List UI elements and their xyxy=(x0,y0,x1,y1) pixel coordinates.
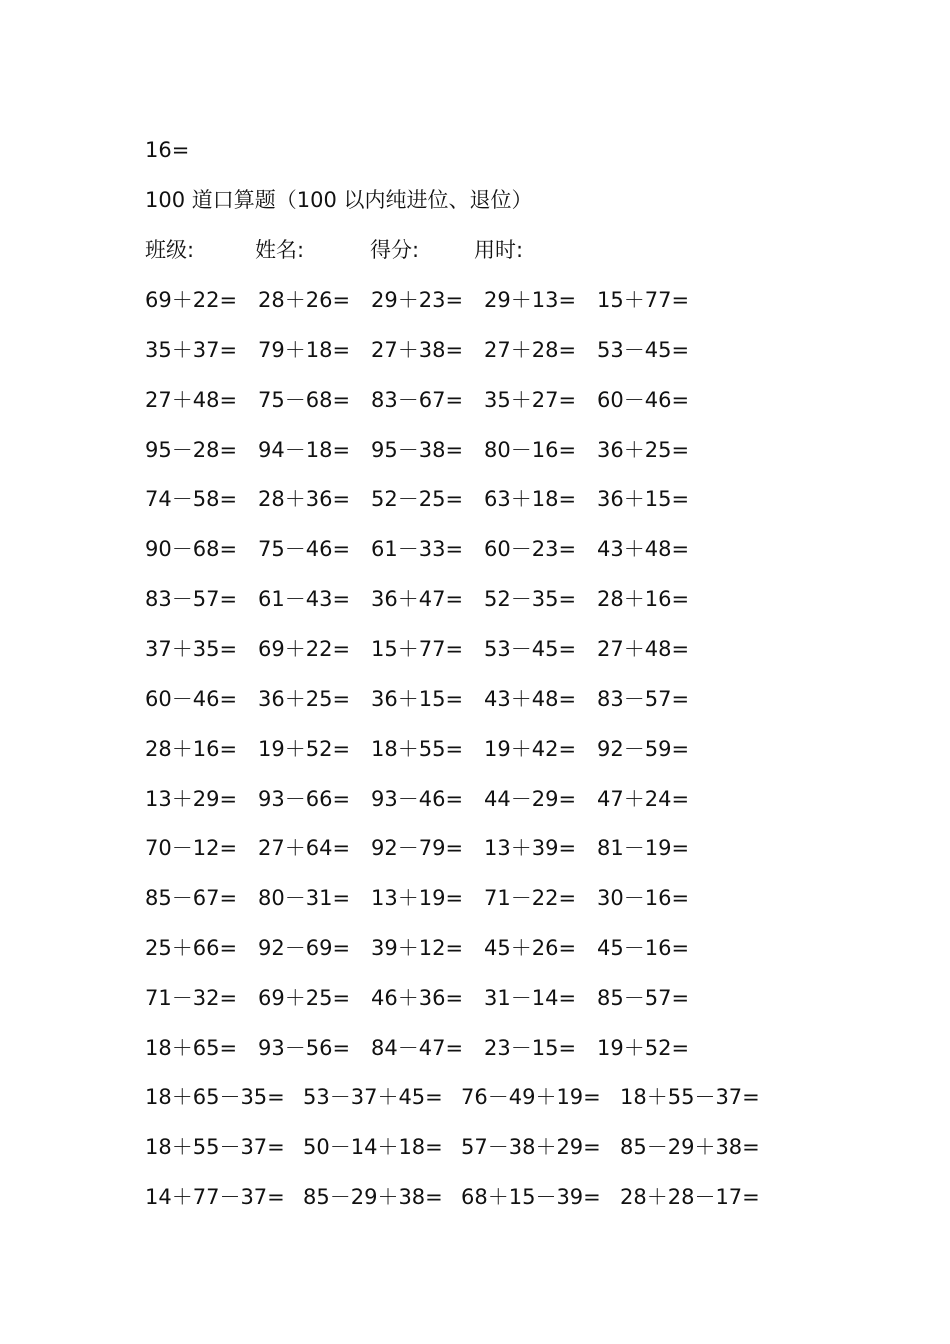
problem-item: 29＋23= xyxy=(371,288,464,312)
mixed-problem-item: 57－38＋29= xyxy=(461,1135,601,1159)
mixed-problem-item: 28＋28－17= xyxy=(620,1185,760,1209)
problem-item: 35＋27= xyxy=(484,387,577,412)
problem-item: 75－46= xyxy=(258,537,351,562)
mixed-problem-item: 18＋55－37= xyxy=(145,1135,285,1159)
problem-item: 36＋25= xyxy=(597,437,690,462)
problem-item: 28＋36= xyxy=(258,487,351,512)
problem-item: 28＋16= xyxy=(597,587,690,612)
problem-item: 92－59= xyxy=(597,736,690,761)
problem-item: 36＋15= xyxy=(371,686,464,711)
problem-item: 27＋48= xyxy=(145,387,238,412)
problem-item: 13＋29= xyxy=(145,786,238,811)
problem-item: 71－32= xyxy=(145,985,238,1010)
problem-item: 43＋48= xyxy=(484,686,577,711)
problem-item: 84－47= xyxy=(371,1035,464,1060)
problem-item: 83－57= xyxy=(145,587,238,612)
problem-item: 36＋15= xyxy=(597,487,690,512)
problem-item: 45－16= xyxy=(597,936,690,961)
problem-item: 71－22= xyxy=(484,886,577,911)
problem-item: 19＋52= xyxy=(597,1035,690,1060)
problem-item: 92－69= xyxy=(258,936,351,961)
problem-item: 44－29= xyxy=(484,786,577,811)
mixed-problem-item: 68＋15－39= xyxy=(461,1185,601,1209)
problem-item: 43＋48= xyxy=(597,537,690,562)
problem-item: 63＋18= xyxy=(484,487,577,512)
problem-item: 74－58= xyxy=(145,487,238,512)
name-field-label: 姓名: xyxy=(255,238,305,262)
problem-item: 47＋24= xyxy=(597,786,690,811)
problem-item: 52－25= xyxy=(371,487,464,512)
problem-item: 45＋26= xyxy=(484,936,577,961)
problem-item: 15＋77= xyxy=(371,636,464,661)
problem-item: 95－38= xyxy=(371,437,464,462)
problem-item: 60－46= xyxy=(145,686,238,711)
problem-item: 93－66= xyxy=(258,786,351,811)
problem-item: 18＋65= xyxy=(145,1035,238,1060)
problem-item: 35＋37= xyxy=(145,337,238,362)
problem-item: 28＋16= xyxy=(145,736,238,761)
problem-item: 69＋22= xyxy=(258,636,351,661)
problem-item: 29＋13= xyxy=(484,288,577,312)
problem-item: 19＋52= xyxy=(258,736,351,761)
problem-item: 69＋25= xyxy=(258,985,351,1010)
problem-item: 61－33= xyxy=(371,537,464,562)
problem-item: 15＋77= xyxy=(597,288,690,312)
problem-item: 28＋26= xyxy=(258,288,351,312)
problem-item: 30－16= xyxy=(597,886,690,911)
problem-item: 79＋18= xyxy=(258,337,351,362)
problem-item: 37＋35= xyxy=(145,636,238,661)
leading-text xyxy=(145,136,189,164)
leading-text-value: 16= xyxy=(145,138,190,162)
problem-item: 69＋22= xyxy=(145,288,238,312)
problem-item: 94－18= xyxy=(258,437,351,462)
problem-item: 13＋19= xyxy=(371,886,464,911)
problem-item: 27＋64= xyxy=(258,836,351,861)
problem-item: 31－14= xyxy=(484,985,577,1010)
problem-item: 53－45= xyxy=(484,636,577,661)
problem-item: 80－31= xyxy=(258,886,351,911)
problem-item: 27＋28= xyxy=(484,337,577,362)
worksheet-title xyxy=(145,186,533,214)
problem-item: 46＋36= xyxy=(371,985,464,1010)
mixed-problem-item: 53－37＋45= xyxy=(303,1085,443,1109)
worksheet-title-text: 100 道口算题（100 以内纯进位、退位） xyxy=(145,188,533,212)
problem-item: 85－57= xyxy=(597,985,690,1010)
score-field-label: 得分: xyxy=(370,238,420,262)
problem-item: 83－67= xyxy=(371,387,464,412)
problem-item: 13＋39= xyxy=(484,836,577,861)
mixed-problem-item: 85－29＋38= xyxy=(620,1135,760,1159)
problem-item: 18＋55= xyxy=(371,736,464,761)
problem-item: 83－57= xyxy=(597,686,690,711)
problem-item: 36＋25= xyxy=(258,686,351,711)
problem-item: 60－46= xyxy=(597,387,690,412)
problem-item: 27＋48= xyxy=(597,636,690,661)
mixed-problem-item: 50－14＋18= xyxy=(303,1135,443,1159)
problem-item: 92－79= xyxy=(371,836,464,861)
problem-item: 81－19= xyxy=(597,836,690,861)
problem-item: 95－28= xyxy=(145,437,238,462)
problem-item: 75－68= xyxy=(258,387,351,412)
problem-item: 27＋38= xyxy=(371,337,464,362)
problem-item: 39＋12= xyxy=(371,936,464,961)
problem-item: 52－35= xyxy=(484,587,577,612)
problem-item: 93－46= xyxy=(371,786,464,811)
problem-item: 25＋66= xyxy=(145,936,238,961)
problem-item: 90－68= xyxy=(145,537,238,562)
problem-item: 23－15= xyxy=(484,1035,577,1060)
mixed-problem-item: 18＋55－37= xyxy=(620,1085,760,1109)
problem-item: 53－45= xyxy=(597,337,690,362)
mixed-problem-item: 18＋65－35= xyxy=(145,1085,285,1109)
problem-item: 60－23= xyxy=(484,537,577,562)
mixed-problem-item: 85－29＋38= xyxy=(303,1185,443,1209)
class-field-label: 班级: xyxy=(145,238,195,262)
problem-item: 36＋47= xyxy=(371,587,464,612)
problem-item: 93－56= xyxy=(258,1035,351,1060)
problem-item: 19＋42= xyxy=(484,736,577,761)
problem-item: 61－43= xyxy=(258,587,351,612)
mixed-problem-item: 76－49＋19= xyxy=(461,1085,601,1109)
problem-item: 85－67= xyxy=(145,886,238,911)
problem-item: 70－12= xyxy=(145,836,238,861)
mixed-problem-item: 14＋77－37= xyxy=(145,1185,285,1209)
problem-item: 80－16= xyxy=(484,437,577,462)
time-field-label: 用时: xyxy=(474,238,524,262)
